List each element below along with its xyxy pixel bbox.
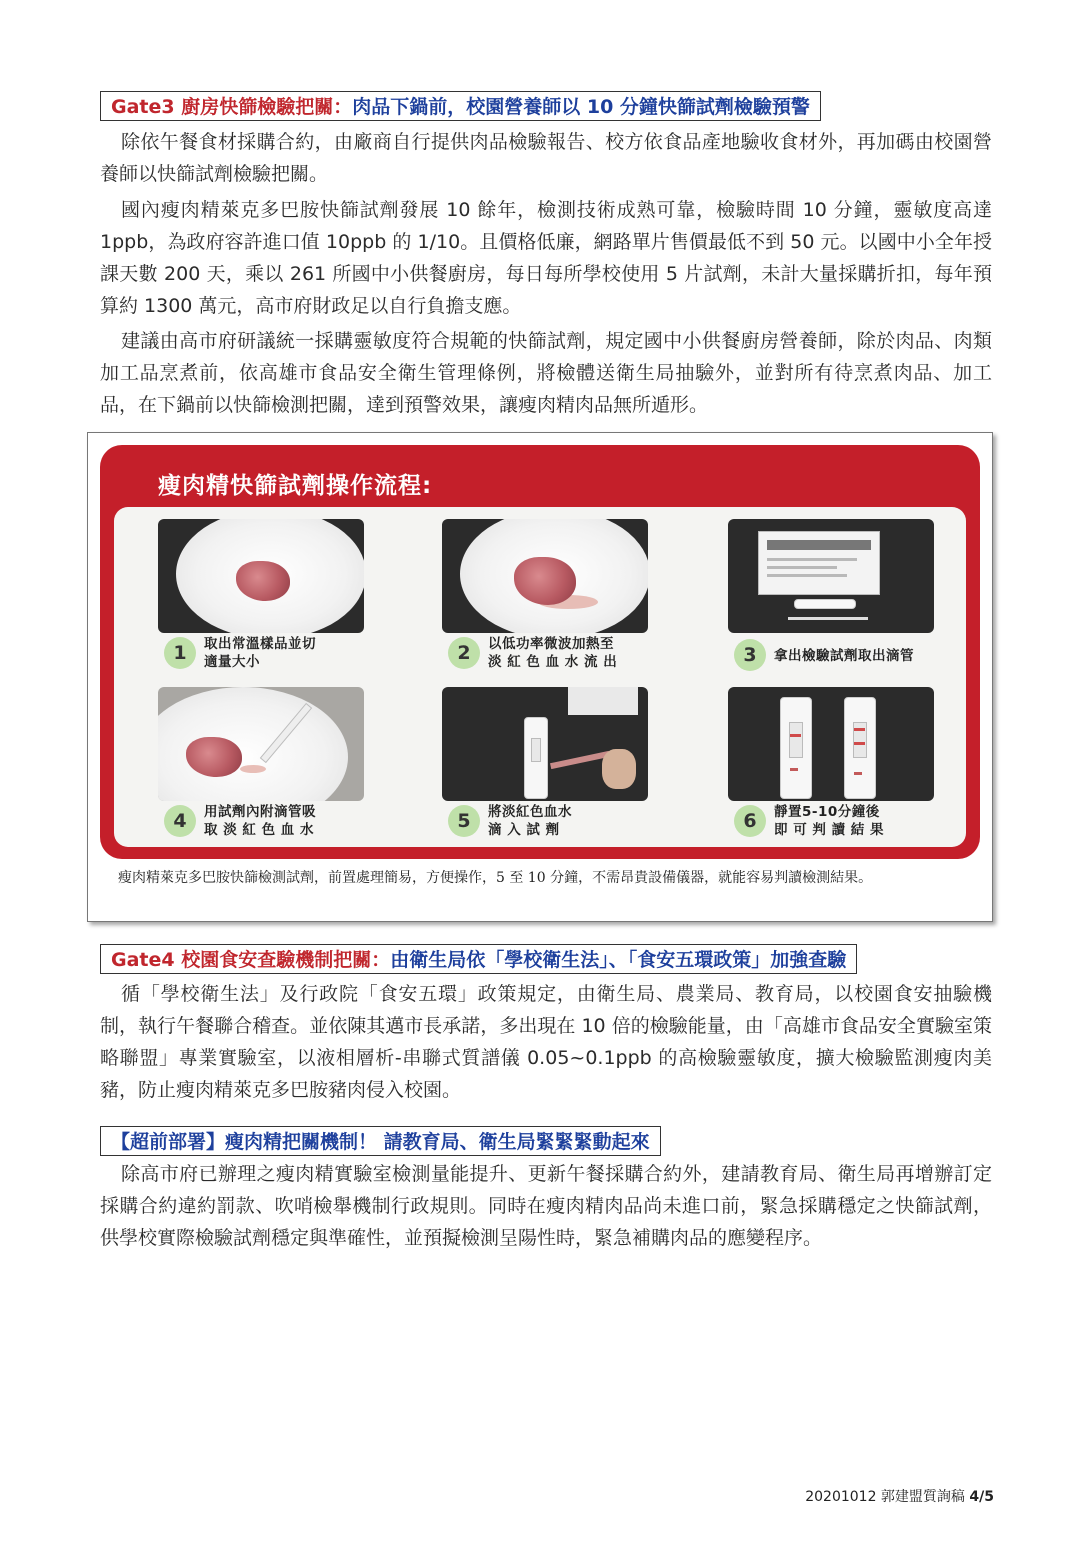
gate3-paragraph-3: 建議由高市府研議統一採購靈敏度符合規範的快篩試劑，規定國中小供餐廚房營養師，除於肉品、肉類加工品烹煮前，依高雄市食品安全衛生管理條例，將檢體送衛生局抽驗外，並對所有待烹煮肉品、加工品，在下鍋前以快篩檢測把關，達到預警效果，讓瘦肉精肉品無所遁形。 — [100, 330, 992, 416]
step-4-caption — [204, 803, 404, 839]
gate3-paragraph-1: 除依午餐食材採購合約，由廠商自行提供肉品檢驗報告、校方依食品產地驗收食材外，再加碼由校園營養師以快篩試劑檢驗把關。 — [100, 131, 992, 185]
flow-figure — [87, 432, 993, 922]
step-1-photo — [158, 519, 364, 633]
flow-panel — [100, 445, 980, 859]
step-6-caption-line2: 即 可 判 讀 結 果 — [774, 822, 884, 838]
step-3-caption — [774, 647, 974, 665]
step-4-caption-line2: 取 淡 紅 色 血 水 — [204, 822, 314, 838]
gate3-heading-prefix: Gate3 廚房快篩檢驗把關： — [111, 96, 353, 118]
gate4-heading — [100, 944, 857, 974]
step-4-photo — [158, 687, 364, 801]
step-5-photo — [442, 687, 648, 801]
step-6-caption — [774, 803, 974, 839]
step-3-caption-line1: 拿出檢驗試劑取出滴管 — [774, 648, 914, 664]
step-2-caption — [488, 635, 688, 671]
flow-steps — [114, 507, 966, 847]
step-4-caption-line1: 用試劑內附滴管吸 — [204, 804, 316, 820]
step-1-number: 1 — [164, 637, 196, 669]
step-1-caption-line1: 取出常溫樣品並切 — [204, 636, 316, 652]
gate3-heading — [100, 91, 821, 121]
gate4-heading-main: 由衛生局依「學校衛生法」、「食安五環政策」加強查驗 — [390, 949, 847, 971]
step-1 — [148, 513, 418, 673]
flow-title: 瘦肉精快篩試劑操作流程: — [158, 473, 433, 499]
step-2 — [432, 513, 702, 673]
gate4-heading-prefix: Gate4 校園食安查驗機制把關： — [111, 949, 391, 971]
step-1-caption — [204, 635, 404, 671]
footer-text: 20201012 郭建盟質詢稿 — [805, 1489, 970, 1505]
step-5-caption — [488, 803, 688, 839]
step-6-number: 6 — [734, 805, 766, 837]
figure-caption: 瘦肉精萊克多巴胺快篩檢測試劑，前置處理簡易，方便操作，5 至 10 分鐘，不需昂貴設備儀器，就能容易判讀檢測結果。 — [118, 870, 873, 886]
step-2-number: 2 — [448, 637, 480, 669]
step-6-photo — [728, 687, 934, 801]
step-4-number: 4 — [164, 805, 196, 837]
step-5-caption-line2: 滴 入 試 劑 — [488, 822, 560, 838]
page-number: 4/5 — [969, 1489, 994, 1505]
step-6-caption-line1: 靜置5-10分鐘後 — [774, 804, 880, 820]
step-3 — [718, 513, 988, 673]
step-2-caption-line2: 淡 紅 色 血 水 流 出 — [488, 654, 618, 670]
gate4-paragraph: 循「學校衛生法」及行政院「食安五環」政策規定，由衛生局、農業局、教育局，以校園食安抽驗機制，執行午餐聯合稽查。並依陳其邁市長承諾，多出現在 10 倍的檢驗能量，由「高雄市食品安全實驗室策略聯盟」專業實驗室，以液相層析-串聯式質譜儀 0.05~0.1ppb 的高檢驗靈敏度，擴大檢驗監測瘦肉美豬，防止瘦肉精萊克多巴胺豬肉侵入校園。 — [100, 983, 992, 1101]
step-2-photo — [442, 519, 648, 633]
step-5-number: 5 — [448, 805, 480, 837]
step-6 — [718, 681, 988, 841]
advance-paragraph: 除高市府已辦理之瘦肉精實驗室檢測量能提升、更新午餐採購合約外，建請教育局、衛生局再增辦訂定採購合約違約罰款、吹哨檢舉機制行政規則。同時在瘦肉精肉品尚未進口前，緊急採購穩定之快篩試劑，供學校實際檢驗試劑穩定與準確性，並預擬檢測呈陽性時，緊急補購肉品的應變程序。 — [100, 1163, 992, 1249]
step-3-number: 3 — [734, 639, 766, 671]
page-footer — [805, 1486, 994, 1506]
step-1-caption-line2: 適量大小 — [204, 654, 260, 670]
step-5-caption-line1: 將淡紅色血水 — [488, 804, 572, 820]
step-3-photo — [728, 519, 934, 633]
advance-heading: 【超前部署】瘦肉精把關機制！ 請教育局、衛生局緊緊緊動起來 — [100, 1126, 661, 1156]
step-4 — [148, 681, 418, 841]
gate3-heading-main: 肉品下鍋前，校園營養師以 10 分鐘快篩試劑檢驗預警 — [352, 96, 810, 118]
step-5 — [432, 681, 702, 841]
gate3-paragraph-2: 國內瘦肉精萊克多巴胺快篩試劑發展 10 餘年，檢測技術成熟可靠，檢驗時間 10 分鐘，靈敏度高達 1ppb，為政府容許進口值 10ppb 的 1/10。且價格低廉，網路單片售價最低不到 50 元。以國中小全年授課天數 200 天，乘以 261 所國中小供餐廚房，每日每所學校使用 5 片試劑，未計大量採購折扣，每年預算約 1300 萬元，高市府財政足以自行負擔支應。 — [100, 199, 992, 317]
step-2-caption-line1: 以低功率微波加熱至 — [488, 636, 614, 652]
